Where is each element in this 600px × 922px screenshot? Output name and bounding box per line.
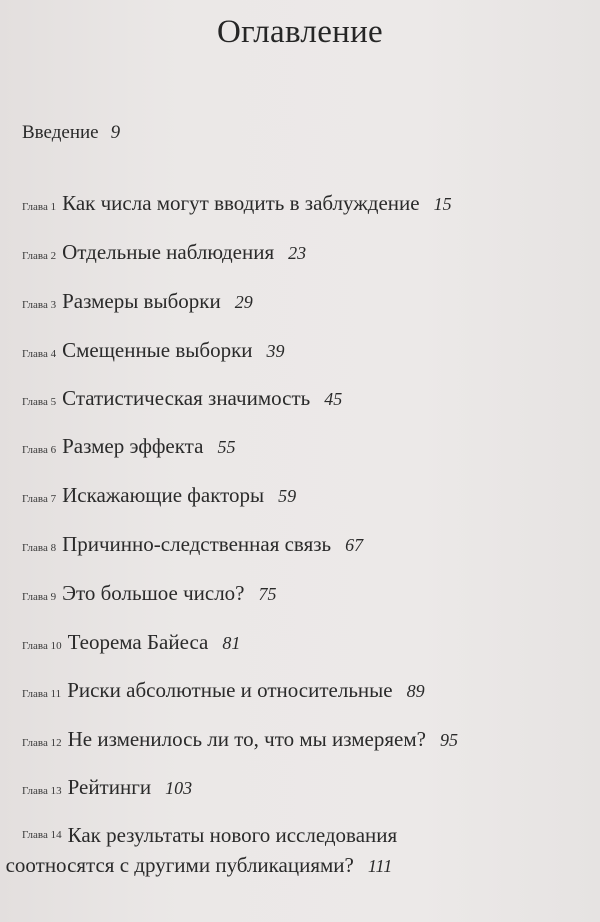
chapter-number: Глава 14	[22, 829, 62, 841]
toc-entry-9[interactable]	[22, 578, 582, 608]
chapter-page: 45	[324, 389, 343, 409]
chapter-page: 55	[217, 437, 236, 457]
intro-page: 9	[110, 122, 121, 143]
chapter-number: Глава 3	[22, 299, 57, 311]
chapter-number: Глава 9	[22, 591, 57, 603]
chapter-page: 59	[278, 486, 297, 506]
toc-entry-4[interactable]	[22, 335, 582, 365]
chapter-number: Глава 1	[22, 201, 57, 213]
chapter-number: Глава 5	[22, 396, 57, 408]
chapter-page: 15	[433, 194, 452, 214]
chapter-title: Статистическая значимость	[62, 386, 311, 410]
chapter-page: 111	[367, 856, 393, 876]
chapter-number: Глава 12	[22, 737, 62, 749]
chapter-number: Глава 10	[22, 640, 62, 652]
chapter-number: Глава 8	[22, 542, 57, 554]
chapter-number: Глава 13	[22, 785, 62, 797]
toc-entry-11[interactable]	[22, 675, 582, 705]
toc-entry-8[interactable]	[22, 529, 582, 559]
page-title: Оглавление	[216, 14, 384, 50]
chapter-page: 103	[165, 778, 193, 798]
chapter-page: 75	[258, 584, 277, 604]
chapter-title: Рейтинги	[67, 775, 152, 799]
chapter-title: Риски абсолютные и относительные	[67, 678, 393, 702]
chapter-page: 89	[406, 681, 425, 701]
chapter-title: Как числа могут вводить в заблуждение	[62, 191, 420, 215]
chapter-title: Как результаты нового исследования	[67, 823, 398, 847]
chapter-number: Глава 4	[22, 348, 57, 360]
toc-entry-13[interactable]	[22, 772, 582, 802]
chapter-title: Не изменилось ли то, что мы измеряем?	[67, 727, 426, 751]
toc-entry-12[interactable]	[22, 724, 582, 754]
chapter-title: Это большое число?	[62, 581, 245, 605]
chapter-page: 23	[288, 243, 307, 263]
toc-entry-3[interactable]	[22, 286, 582, 316]
chapter-number: Глава 6	[22, 444, 57, 456]
chapter-number: Глава 2	[22, 250, 57, 262]
chapter-title: Размер эффекта	[62, 434, 204, 458]
toc-entry-10[interactable]	[22, 627, 582, 657]
toc-intro[interactable]	[22, 122, 120, 144]
chapter-title: Размеры выборки	[62, 289, 221, 313]
chapter-page: 39	[266, 341, 285, 361]
chapter-page: 95	[439, 730, 458, 750]
chapter-title: Смещенные выборки	[62, 338, 253, 362]
toc-entry-2[interactable]	[22, 237, 582, 267]
toc-entry-6[interactable]	[22, 431, 582, 461]
chapter-title: Теорема Байеса	[67, 630, 209, 654]
toc-entry-1[interactable]	[22, 188, 582, 218]
chapter-page: 29	[234, 292, 253, 312]
chapter-number: Глава 7	[22, 493, 57, 505]
chapter-title: Отдельные наблюдения	[62, 240, 275, 264]
toc-entry-5[interactable]	[22, 383, 582, 413]
toc-entry-14[interactable]	[5, 820, 582, 881]
chapter-title: Искажающие факторы	[62, 483, 265, 507]
chapter-number: Глава 11	[22, 688, 62, 700]
chapter-page: 67	[345, 535, 364, 555]
chapter-title: Причинно-следственная связь	[62, 532, 332, 556]
chapter-title-line2: соотносятся с другими публикациями?	[5, 853, 354, 877]
chapter-page: 81	[222, 633, 241, 653]
intro-label: Введение	[22, 122, 99, 143]
toc-entry-7[interactable]	[22, 480, 582, 510]
